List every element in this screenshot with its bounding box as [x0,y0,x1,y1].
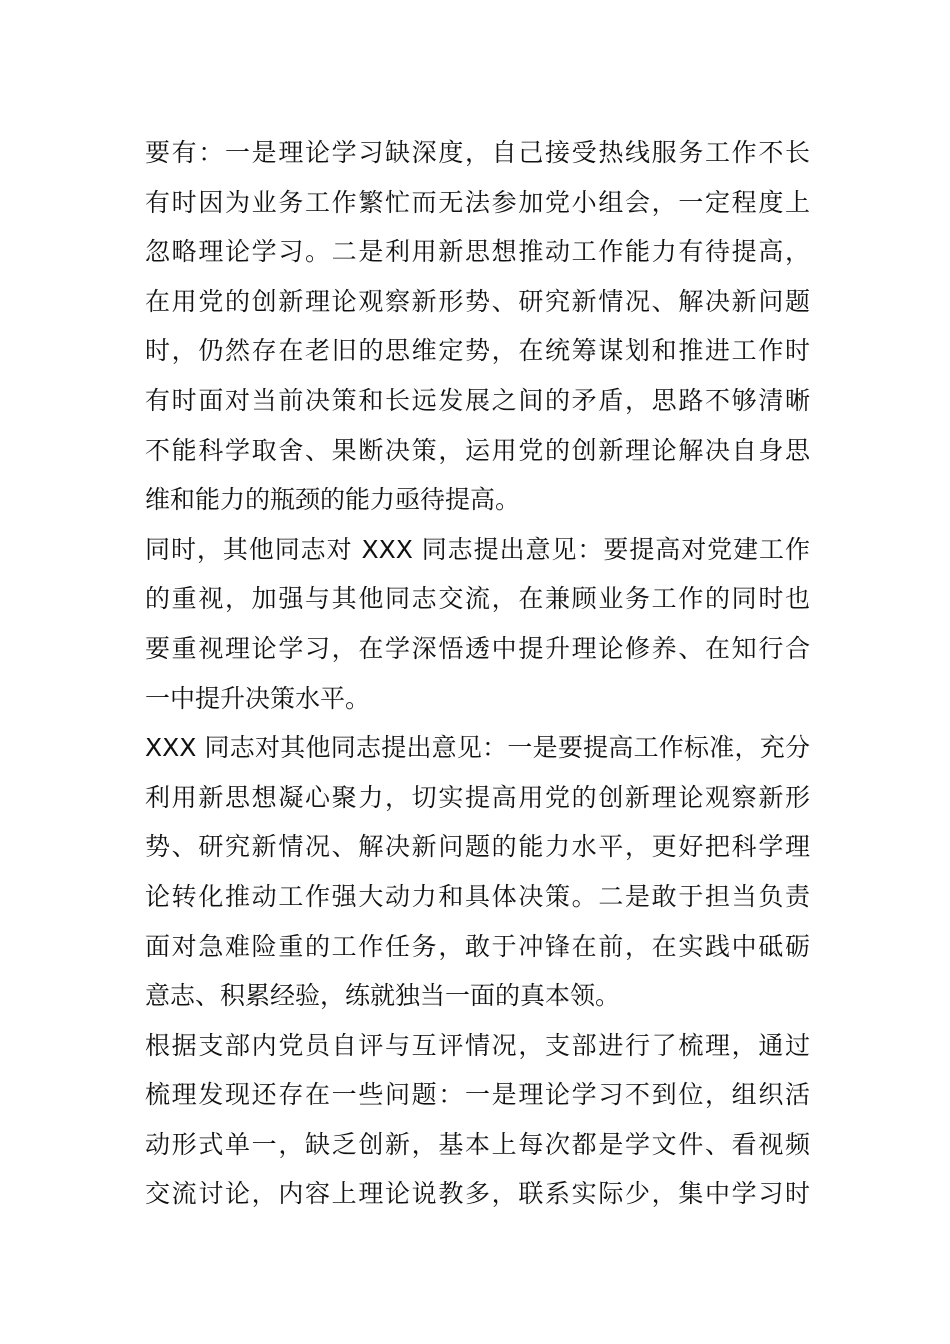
text-line: 势、研究新情况、解决新问题的能力水平，更好把科学理 [145,832,810,862]
text-line: 根据支部内党员自评与互评情况，支部进行了梳理，通过 [145,1030,810,1060]
text-line: 要有：一是理论学习缺深度，自己接受热线服务工作不长 [145,138,810,167]
text-line: 有时面对当前决策和长远发展之间的矛盾，思路不够清晰 [145,385,810,415]
text-line: 不能科学取舍、果断决策，运用党的创新理论解决自身思 [145,435,810,465]
text-line: 交流讨论，内容上理论说教多，联系实际少，集中学习时 [145,1179,810,1209]
text-line: 维和能力的瓶颈的能力亟待提高。 [145,485,521,515]
text-line: 有时因为业务工作繁忙而无法参加党小组会，一定程度上 [145,187,810,217]
text-line: 同时，其他同志对 XXX 同志提出意见：要提高对党建工作 [145,534,810,564]
text-line: 论转化推动工作强大动力和具体决策。二是敢于担当负责 [145,881,810,911]
text-line: 意志、积累经验，练就独当一面的真本领。 [145,981,621,1011]
text-line: 忽略理论学习。二是利用新思想推动工作能力有待提高， [145,237,810,267]
text-line: 梳理发现还存在一些问题：一是理论学习不到位，组织活 [145,1080,810,1110]
text-line: 面对急难险重的工作任务，敢于冲锋在前，在实践中砥砺 [145,931,810,961]
text-line: 在用党的创新理论观察新形势、研究新情况、解决新问题 [145,286,810,316]
text-line: 利用新思想凝心聚力，切实提高用党的创新理论观察新形 [145,782,810,812]
text-line: 的重视，加强与其他同志交流，在兼顾业务工作的同时也 [145,584,810,614]
text-line: 时，仍然存在老旧的思维定势，在统筹谋划和推进工作时 [145,336,810,366]
document-body [145,128,810,1219]
text-line: 要重视理论学习，在学深悟透中提升理论修养、在知行合 [145,633,810,663]
text-line: 动形式单一，缺乏创新，基本上每次都是学文件、看视频 [145,1129,810,1159]
text-line: XXX 同志对其他同志提出意见：一是要提高工作标准，充分 [145,733,810,763]
text-line: 一中提升决策水平。 [145,683,371,713]
